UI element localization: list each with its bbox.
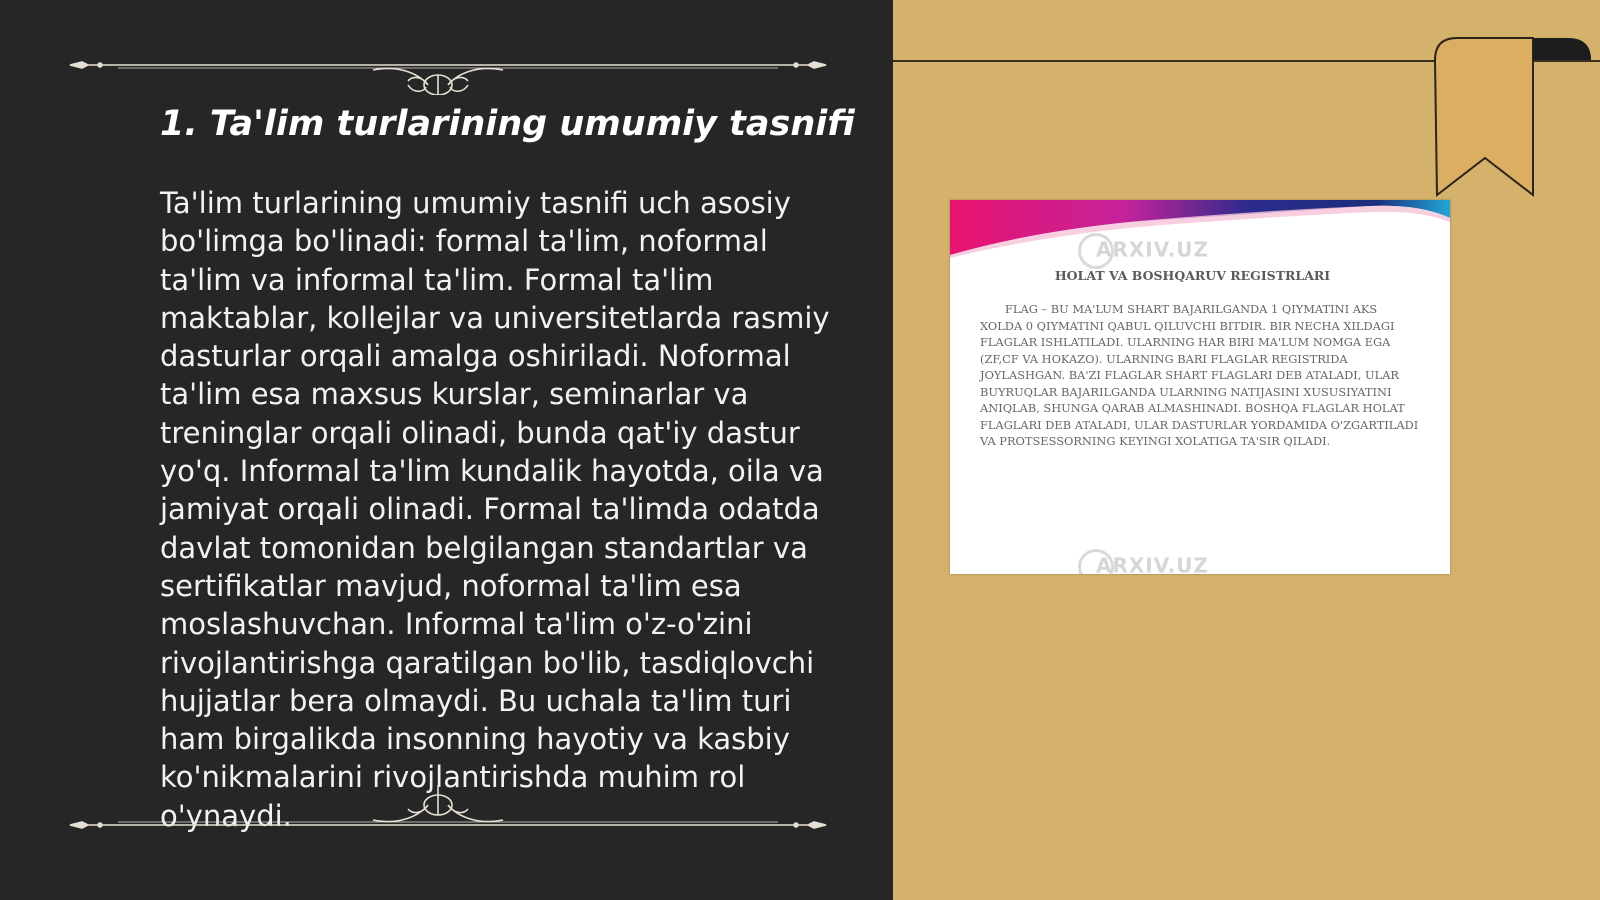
document-text: FLAG – BU MA'LUM SHART BAJARILGANDA 1 QIYMATINI AKS XOLDA 0 QIYMATINI QABUL QILUVCHI BITDIR. BIR NECHA XILDAGI FLAGLAR ISHLATILADI. ULARNING HAR BIRI MA'LUM NOMGA EGA (ZF,CF VA HOKAZO). ULARNING BARI FLAGLAR REGISTRIDA JOYLASHGAN. BA'ZI FLAGLAR SHART FLAGLARI DEB ATALADI, ULAR BUYRUQLAR BAJARILGANDA ULARNING NATIJASINI XUSUSIYATINI ANIQLAB, SHUNGA QARAB ALMASHINADI. BOSHQA FLAGLAR HOLAT FLAGLARI DEB ATALADI, ULAR DASTURLAR YORDAMIDA O'ZGARTILADI VA PROTSESSORNING KEYINGI XOLATIGA TA'SIR QILADI. bbox=[980, 302, 1419, 448]
watermark: ARXIV.UZ bbox=[1078, 233, 1209, 269]
slide-title: 1. Ta'lim turlarining umumiy tasnifi bbox=[160, 104, 855, 144]
top-ornament-divider bbox=[68, 45, 828, 95]
bookmark-ribbon-icon bbox=[1433, 30, 1593, 200]
document-heading: HOLAT VA BOSHQARUV REGISTRLARI bbox=[1054, 268, 1331, 283]
embedded-document-image bbox=[950, 200, 1450, 574]
watermark: ARXIV.UZ bbox=[1078, 549, 1209, 574]
slide-body-text: Ta'lim turlarining umumiy tasnifi uch asosiy bo'limga bo'linadi: formal ta'lim, noformal ta'lim va informal ta'lim. Formal ta'lim maktablar, kollejlar va universitetlarda rasmiy dasturlar orqali amalga oshiriladi. Noformal ta'lim esa maxsus kurslar, seminarlar va treninglar orqali olinadi, bunda qat'iy dastur yo'q. Informal ta'lim kundalik hayotda, oila va jamiyat orqali olinadi. Formal ta'limda odatda davlat tomonidan belgilangan standartlar va sertifikatlar mavjud, noformal ta'lim esa moslashuvchan. Informal ta'lim o'z-o'zini rivojlantirishga qaratilgan bo'lib, tasdiqlovchi hujjatlar bera olmaydi. Bu uchala ta'lim turi ham birgalikda insonning hayotiy va kasbiy ko'nikmalarini rivojlantirishda muhim rol o'ynaydi. bbox=[160, 186, 830, 833]
bottom-ornament-divider bbox=[68, 785, 828, 835]
